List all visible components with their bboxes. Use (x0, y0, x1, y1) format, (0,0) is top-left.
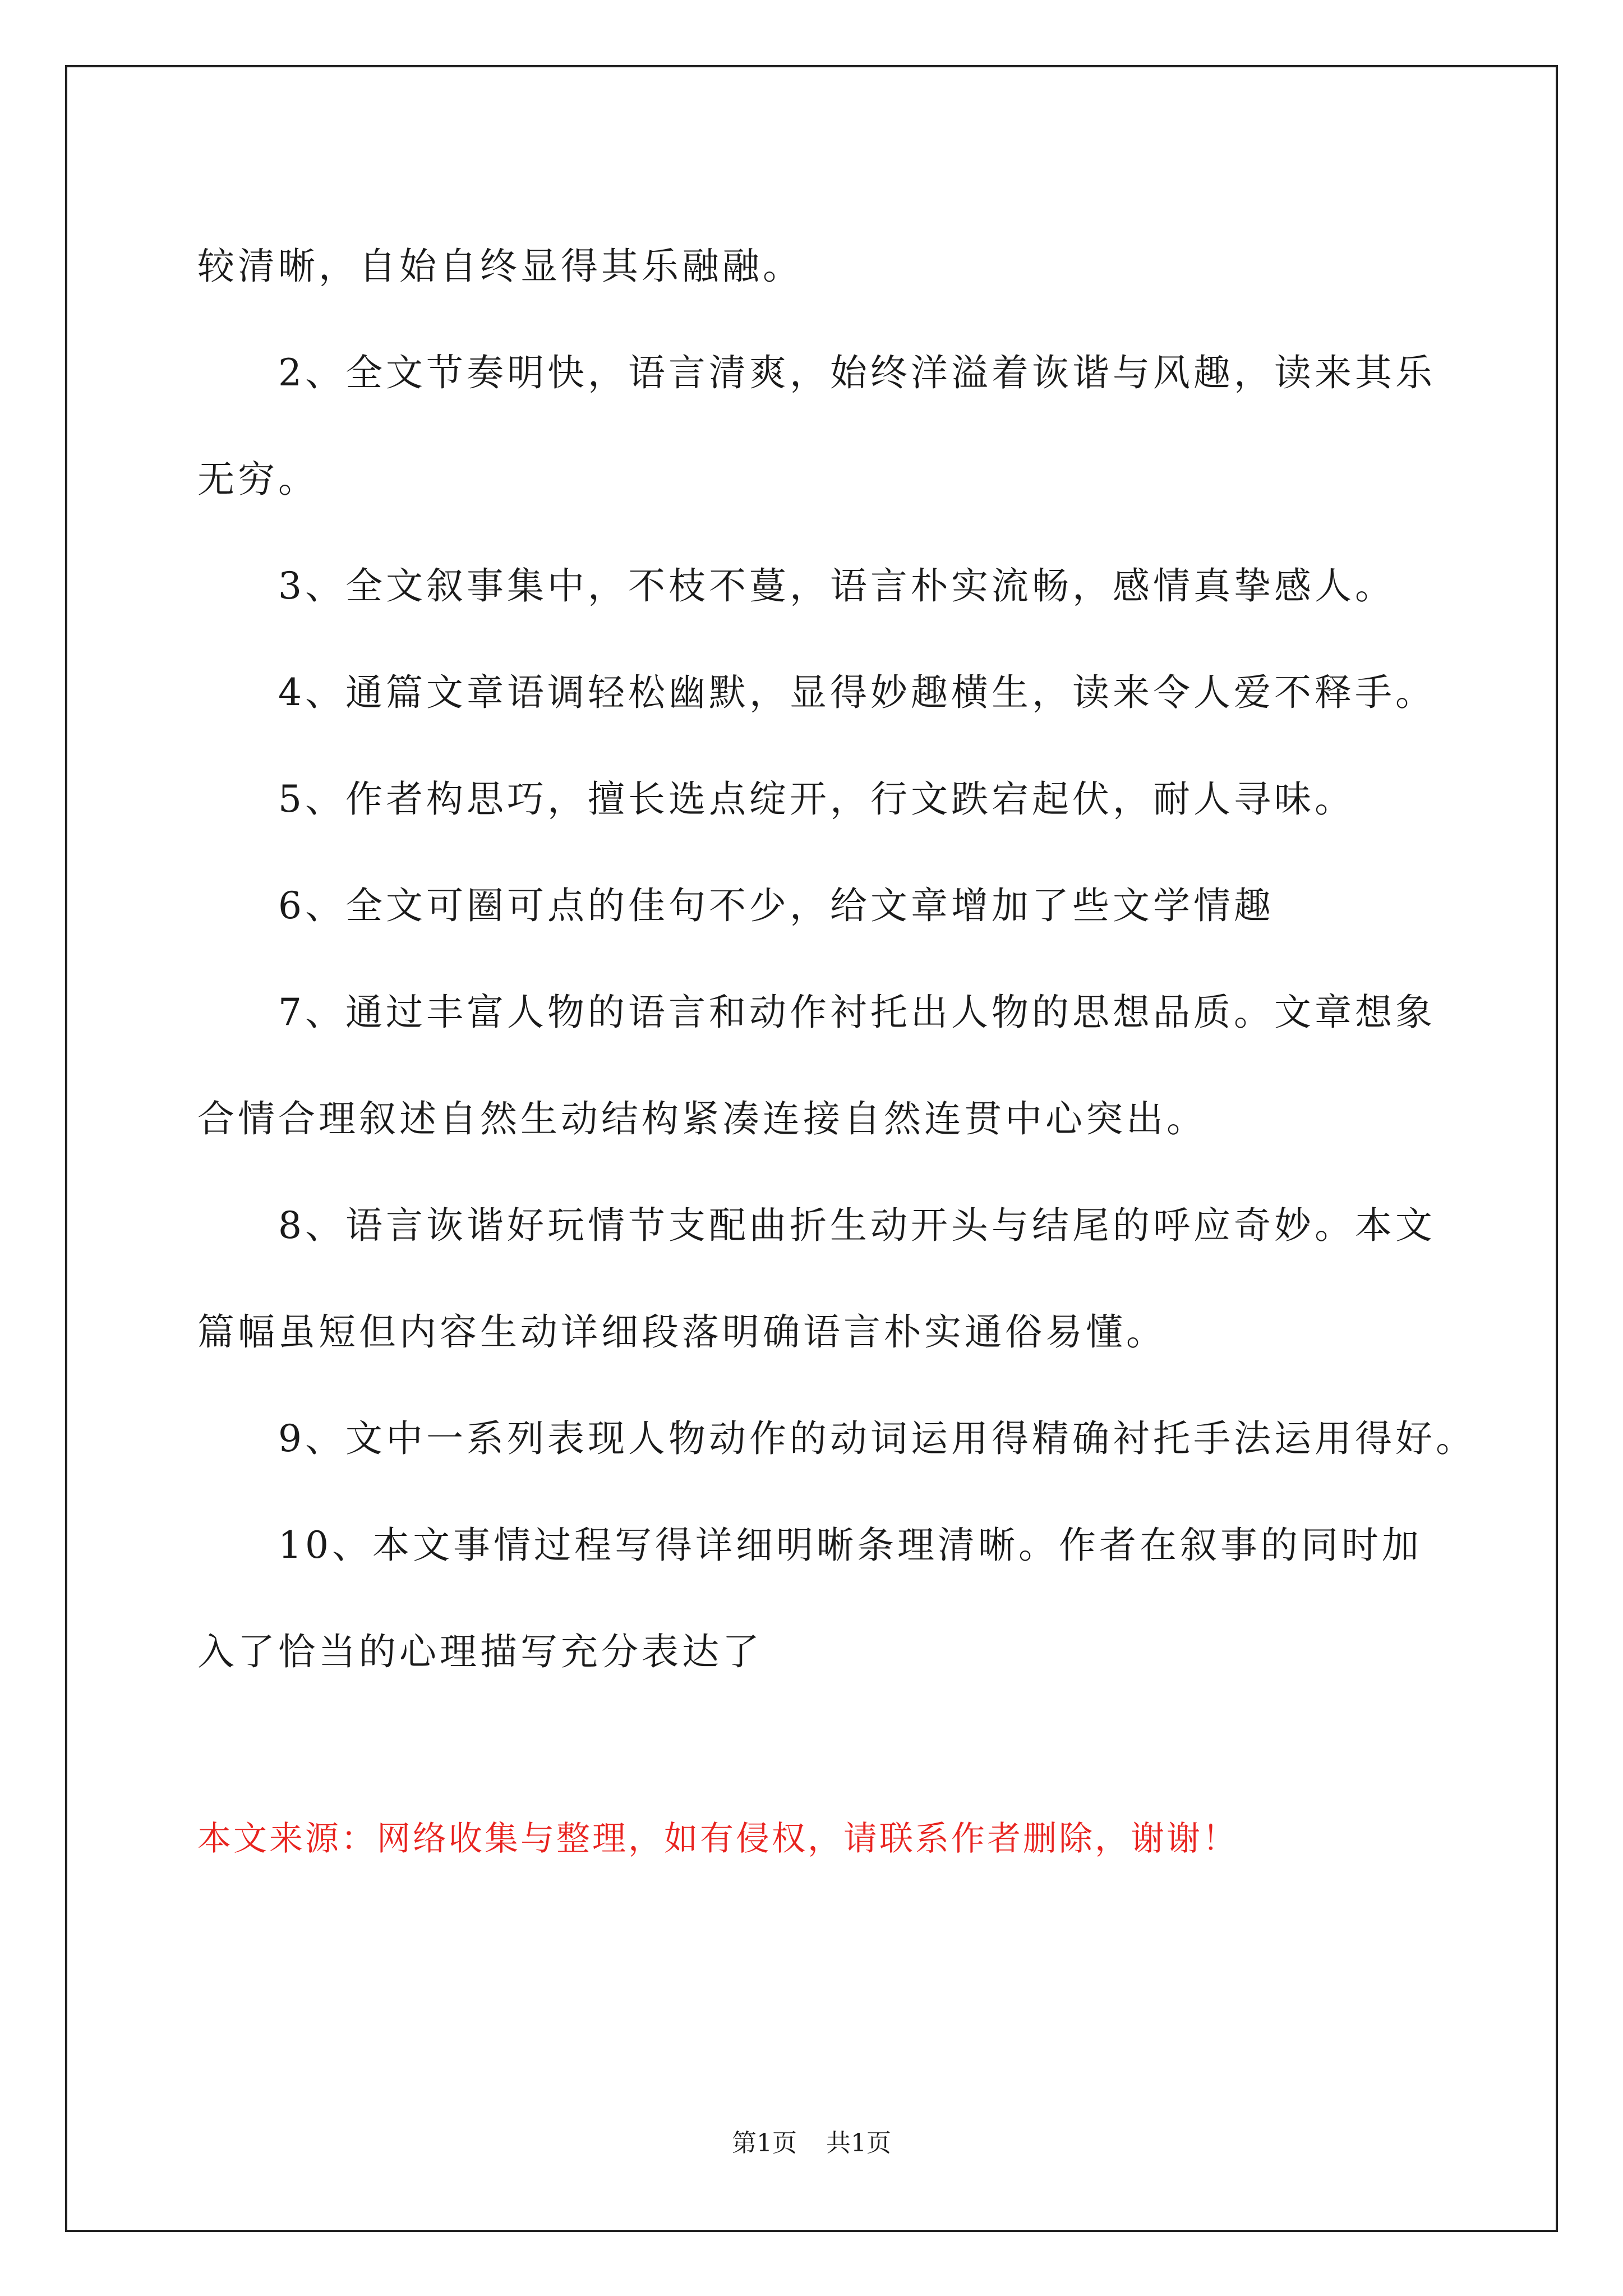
page-footer (0, 2123, 1623, 2159)
document-body (197, 213, 1476, 1705)
paragraph-line: 篇幅虽短但内容生动详细段落明确语言朴实通俗易懂。 (197, 1310, 1166, 1354)
paragraph-7 (197, 1172, 1437, 1386)
paragraph-8 (197, 1386, 1476, 1492)
paragraph-0 (197, 213, 1437, 320)
paragraph-line: 入了恰当的心理描写充分表达了 (197, 1630, 763, 1673)
paragraph-1 (197, 320, 1437, 533)
paragraph-4 (197, 746, 1437, 853)
paragraph-line: 5、作者构思巧，擅长选点绽开，行文跌宕起伏，耐人寻味。 (278, 777, 1355, 821)
paragraph-line: 3、全文叙事集中，不枝不蔓，语言朴实流畅，感情真挚感人。 (278, 564, 1395, 608)
paragraph-line: 较清晰，自始自终显得其乐融融。 (197, 245, 803, 288)
paragraph-line: 8、语言诙谐好玩情节支配曲折生动开头与结尾的呼应奇妙。本文 (278, 1204, 1436, 1247)
paragraph-line: 4、通篇文章语调轻松幽默，显得妙趣横生，读来令人爱不释手。 (278, 671, 1436, 714)
paragraph-line: 7、通过丰富人物的语言和动作衬托出人物的思想品质。文章想象 (278, 991, 1436, 1034)
paragraph-line: 6、全文可圈可点的佳句不少，给文章增加了些文学情趣 (278, 884, 1274, 927)
paragraph-3 (197, 639, 1437, 746)
page-number-current: 第1页 (732, 2129, 797, 2157)
page-number-total: 共1页 (826, 2129, 891, 2157)
paragraph-9 (197, 1492, 1437, 1705)
paragraph-6 (197, 959, 1437, 1172)
paragraph-5 (197, 853, 1437, 959)
paragraph-line: 无穷。 (197, 458, 319, 501)
paragraph-line: 合情合理叙述自然生动结构紧凑连接自然连贯中心突出。 (197, 1097, 1207, 1140)
paragraph-2 (197, 533, 1437, 639)
paragraph-line: 9、文中一系列表现人物动作的动词运用得精确衬托手法运用得好。 (278, 1417, 1476, 1460)
source-note: 本文来源：网络收集与整理，如有侵权，请联系作者删除，谢谢！ (197, 1819, 1238, 1858)
paragraph-line: 2、全文节奏明快，语言清爽，始终洋溢着诙谐与风趣，读来其乐 (278, 351, 1436, 394)
paragraph-line: 10、本文事情过程写得详细明晰条理清晰。作者在叙事的同时加 (278, 1524, 1422, 1567)
